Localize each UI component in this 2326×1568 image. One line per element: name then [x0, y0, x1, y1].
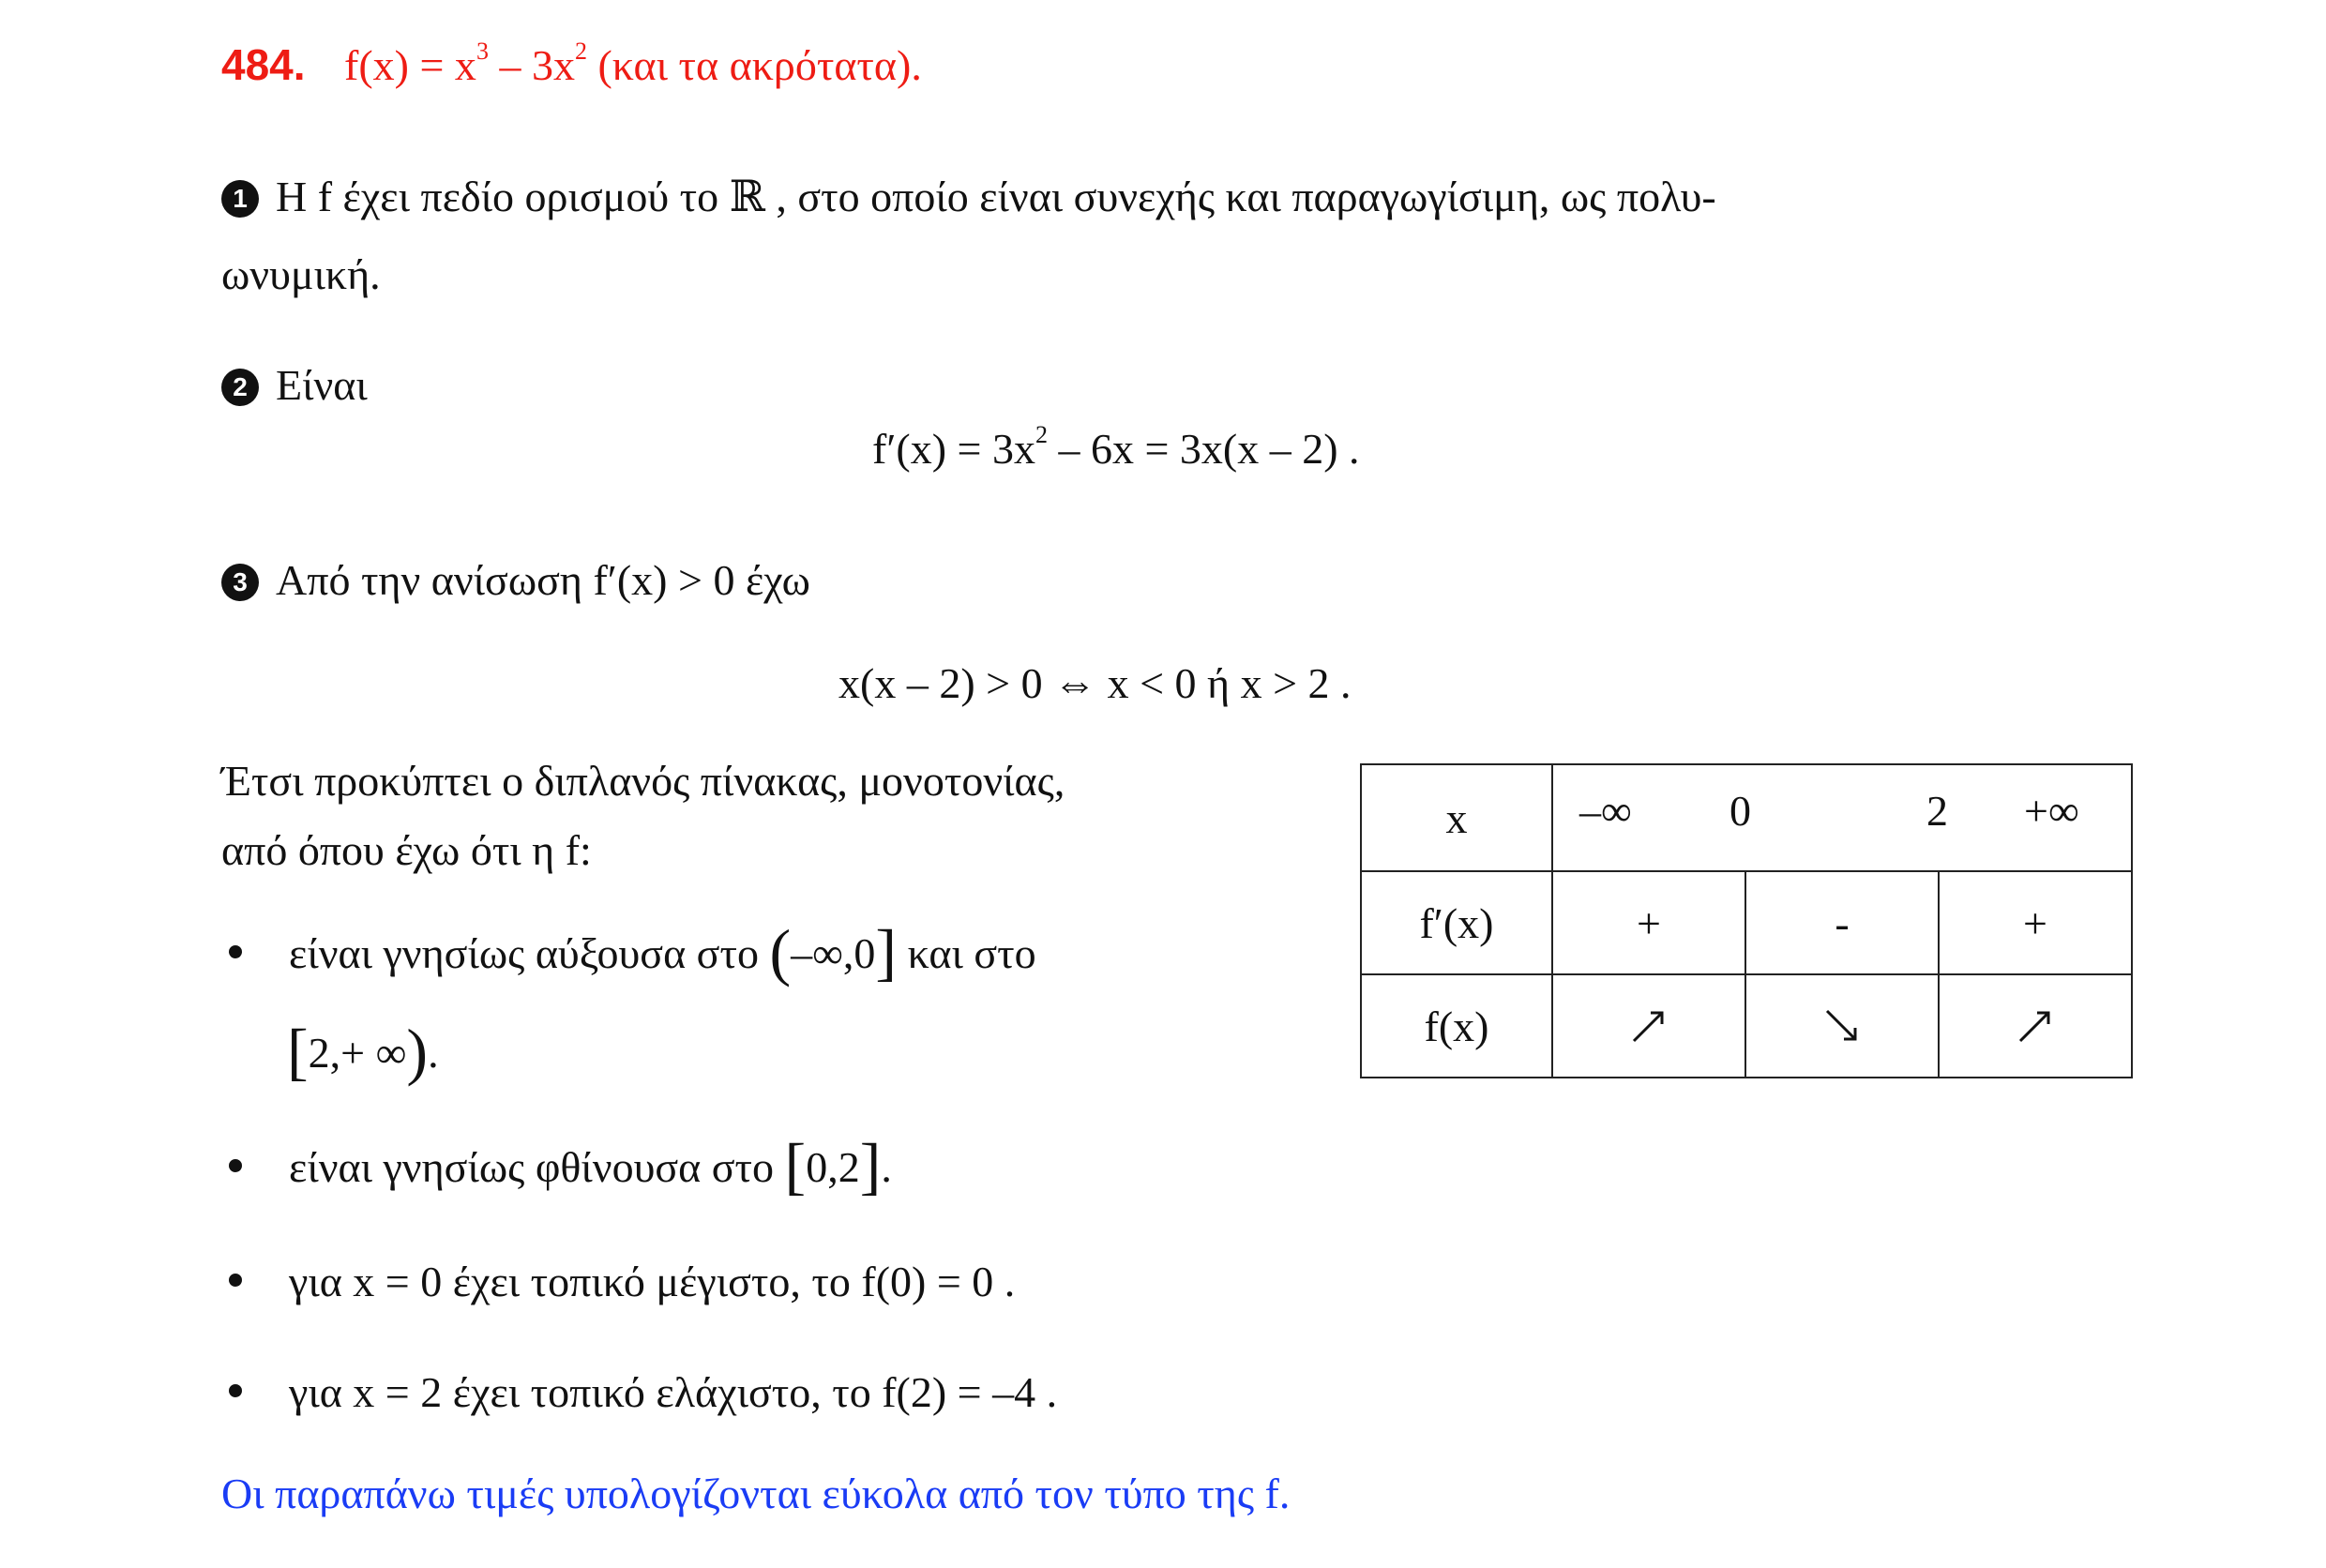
bullet-decreasing: είναι γνησίως φθίνουσα στο [0,2]. — [229, 1142, 892, 1192]
bullet-increasing-continuation: [2,+ ∞). — [287, 1016, 439, 1087]
increasing-arrow-icon — [2015, 1005, 2056, 1047]
conclusion-line-1: Έτσι προκύπτει ο διπλανός πίνακας, μονοτονίας, — [221, 757, 1065, 805]
problem-title — [221, 39, 922, 90]
derivative-formula: $f'(x) = 3x^2 - 6x = 3x(x - 2)$ . — [872, 421, 1360, 473]
note-text: Οι παραπάνω τιμές υπολογίζονται εύκολα από τον τύπο της f. — [221, 1470, 1291, 1517]
bullet-dot — [229, 1159, 242, 1172]
x-values-cell — [1552, 764, 2132, 871]
problem-number: 484. — [221, 40, 306, 89]
fprime-label-cell: f′(x) — [1361, 871, 1552, 974]
bullet-dot — [229, 1384, 242, 1397]
bullet-local-min: για x = 2 έχει τοπικό ελάχιστο, το f(2) = –4 . — [229, 1367, 1057, 1417]
trend-cell — [1552, 974, 1745, 1078]
trend-cell — [1939, 974, 2132, 1078]
conclusion-line-2: από όπου έχω ότι η f: — [221, 826, 592, 874]
bullet-increasing: είναι γνησίως αύξουσα στο (–∞,0] και στο — [229, 928, 1036, 978]
step-1-marker: 1 — [221, 180, 259, 218]
table-row-derivative — [1361, 871, 2132, 974]
f-label-cell: f(x) — [1361, 974, 1552, 1078]
bullet-dot — [229, 1274, 242, 1287]
step-1-continuation: ωνυμική. — [221, 250, 381, 298]
x-value-pos-inf: +∞ — [2024, 787, 2079, 835]
step-3-text: Από την ανίσωση f′(x) > 0 έχω — [276, 556, 810, 604]
table-row-function — [1361, 974, 2132, 1078]
x-value-zero: 0 — [1729, 787, 1751, 835]
bullet-dot — [229, 945, 242, 958]
problem-expression: $f(x) = x^3 - 3x^2$ (και τα ακρότατα). — [344, 38, 922, 89]
x-value-neg-inf: –∞ — [1579, 787, 1632, 835]
sign-cell: + — [1552, 871, 1745, 974]
bullet-local-max: για x = 0 έχει τοπικό μέγιστο, το f(0) = 0 . — [229, 1257, 1015, 1306]
step-1-text: Η f έχει πεδίο ορισμού το ℝ , στο οποίο είναι συνεχής και παραγωγίσιμη, ως πολυ- — [276, 173, 1716, 220]
sign-cell: + — [1939, 871, 2132, 974]
sign-cell: - — [1745, 871, 1939, 974]
inequality-formula: x(x – 2) > 0 ⇔ x < 0 ή x > 2 . — [838, 659, 1352, 707]
table-row-x — [1361, 764, 2132, 871]
x-value-two: 2 — [1926, 787, 1948, 835]
trend-cell — [1745, 974, 1939, 1078]
step-3 — [221, 555, 810, 605]
step-2-marker: 2 — [221, 369, 259, 406]
x-label-cell: x — [1361, 764, 1552, 871]
step-2-text: Είναι — [276, 361, 368, 409]
increasing-arrow-icon — [1628, 1005, 1669, 1047]
step-2 — [221, 360, 368, 410]
step-3-marker: 3 — [221, 564, 259, 601]
step-1 — [221, 171, 1716, 221]
monotonicity-table — [1360, 763, 2133, 1078]
decreasing-arrow-icon — [1821, 1005, 1863, 1047]
